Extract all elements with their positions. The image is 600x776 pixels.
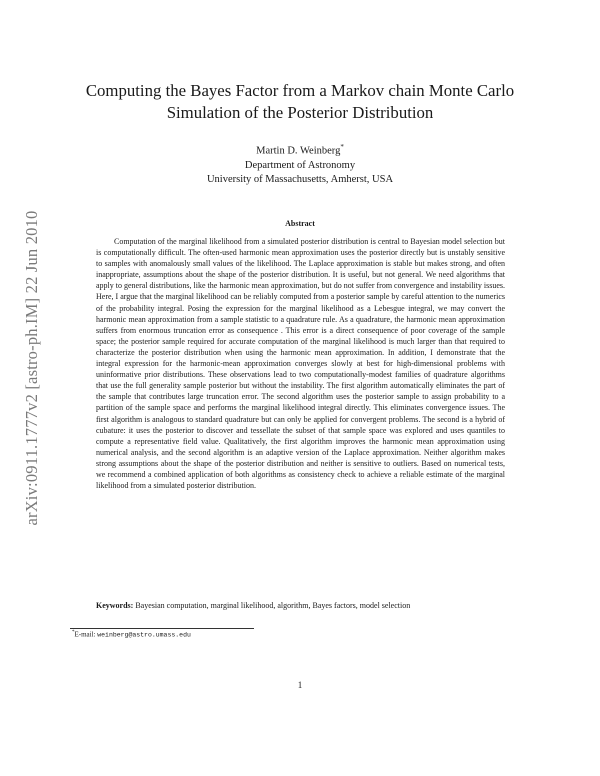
keywords-text: Bayesian computation, marginal likelihood, algorithm, Bayes factors, model selection — [135, 601, 411, 610]
author-block — [100, 140, 500, 187]
footnote-mark: * — [72, 630, 75, 635]
arxiv-id: arXiv:0911.1777v2 [astro-ph.IM] 22 Jun 2010 — [22, 210, 41, 526]
arxiv-sidebar-stamp — [22, 178, 42, 558]
footnote-rule — [70, 628, 254, 629]
author-footnote-mark: * — [340, 143, 344, 151]
paper-title — [70, 80, 530, 124]
keywords-label: Keywords: — [96, 601, 134, 610]
author-university: University of Massachusetts, Amherst, USA — [206, 173, 394, 185]
footnote-email: weinberg@astro.umass.edu — [97, 631, 191, 639]
author-name: Martin D. Weinberg — [256, 145, 341, 157]
author-name-line — [100, 140, 500, 159]
page-number: 1 — [297, 680, 303, 690]
abstract-text: Computation of the marginal likelihood from a simulated posterior distribution is central to Bayesian model selection but is computationally difficult. The often-used harmonic mean approximation uses the posterior directly but is unstably sensitive to samples with anomalously small values of the likelihood. The Laplace approximation is stable but makes strong, and often inappropriate, assumptions about the shape of the posterior distribution. It is useful, but not general. We need algorithms that apply to general distributions, like the harmonic mean approximation, but do not suffer from convergence and instability issues. Here, I argue that the marginal likelihood can be reliably computed from a posterior sample by careful attention to the numerics of the probability integral. Posing the expression for the marginal likelihood as a Lebesgue integral, we may convert the harmonic mean approximation from a sample statistic to a quadrature rule. As a quadrature, the harmonic mean approximation suffers from enormous truncation error as consequence . This error is a direct consequence of poor coverage of the sample space; the posterior sample required for accurate computation of the marginal likelihood is much larger than that required to characterize the posterior distribution when using the harmonic mean approximation. In addition, I demonstrate that the integral expression for the harmonic-mean approximation converges slowly at best for high-dimensional problems with uninformative prior distributions. These observations lead to two computationally-modest families of quadrature algorithms that use the full generality sample posterior but without the instability. The first algorithm automatically eliminates the part of the sample that contributes large truncation error. The second algorithm uses the posterior sample to assign probability to a partition of the sample space and performs the marginal likelihood integral directly. This eliminates convergence issues. The first algorithm is analogous to standard quadrature but can only be applied for convergent problems. The second is a hybrid of cubature: it uses the posterior to discover and tessellate the subset of that sample space was explored and uses quantiles to compute a representative field value. Qualitatively, the first algorithm improves the harmonic mean approximation using numerical analysis, and the second algorithm is an adaptive version of the Laplace approximation. Neither algorithm makes strong assumptions about the shape of the posterior distribution and neither is sensitive to outliers. Based on numerical tests, we recommend a combined application of both algorithms as consistency check to achieve a reliable estimate of the marginal likelihood from a simulated posterior distribution. — [96, 237, 505, 491]
keywords — [96, 600, 505, 612]
title-line-1: Computing the Bayes Factor from a Markov chain Monte Carlo — [85, 81, 515, 100]
author-department: Department of Astronomy — [244, 159, 356, 171]
footnote — [72, 630, 191, 638]
title-line-2: Simulation of the Posterior Distribution — [166, 103, 434, 122]
abstract-heading: Abstract — [285, 219, 315, 228]
footnote-label: E-mail: — [74, 630, 96, 639]
